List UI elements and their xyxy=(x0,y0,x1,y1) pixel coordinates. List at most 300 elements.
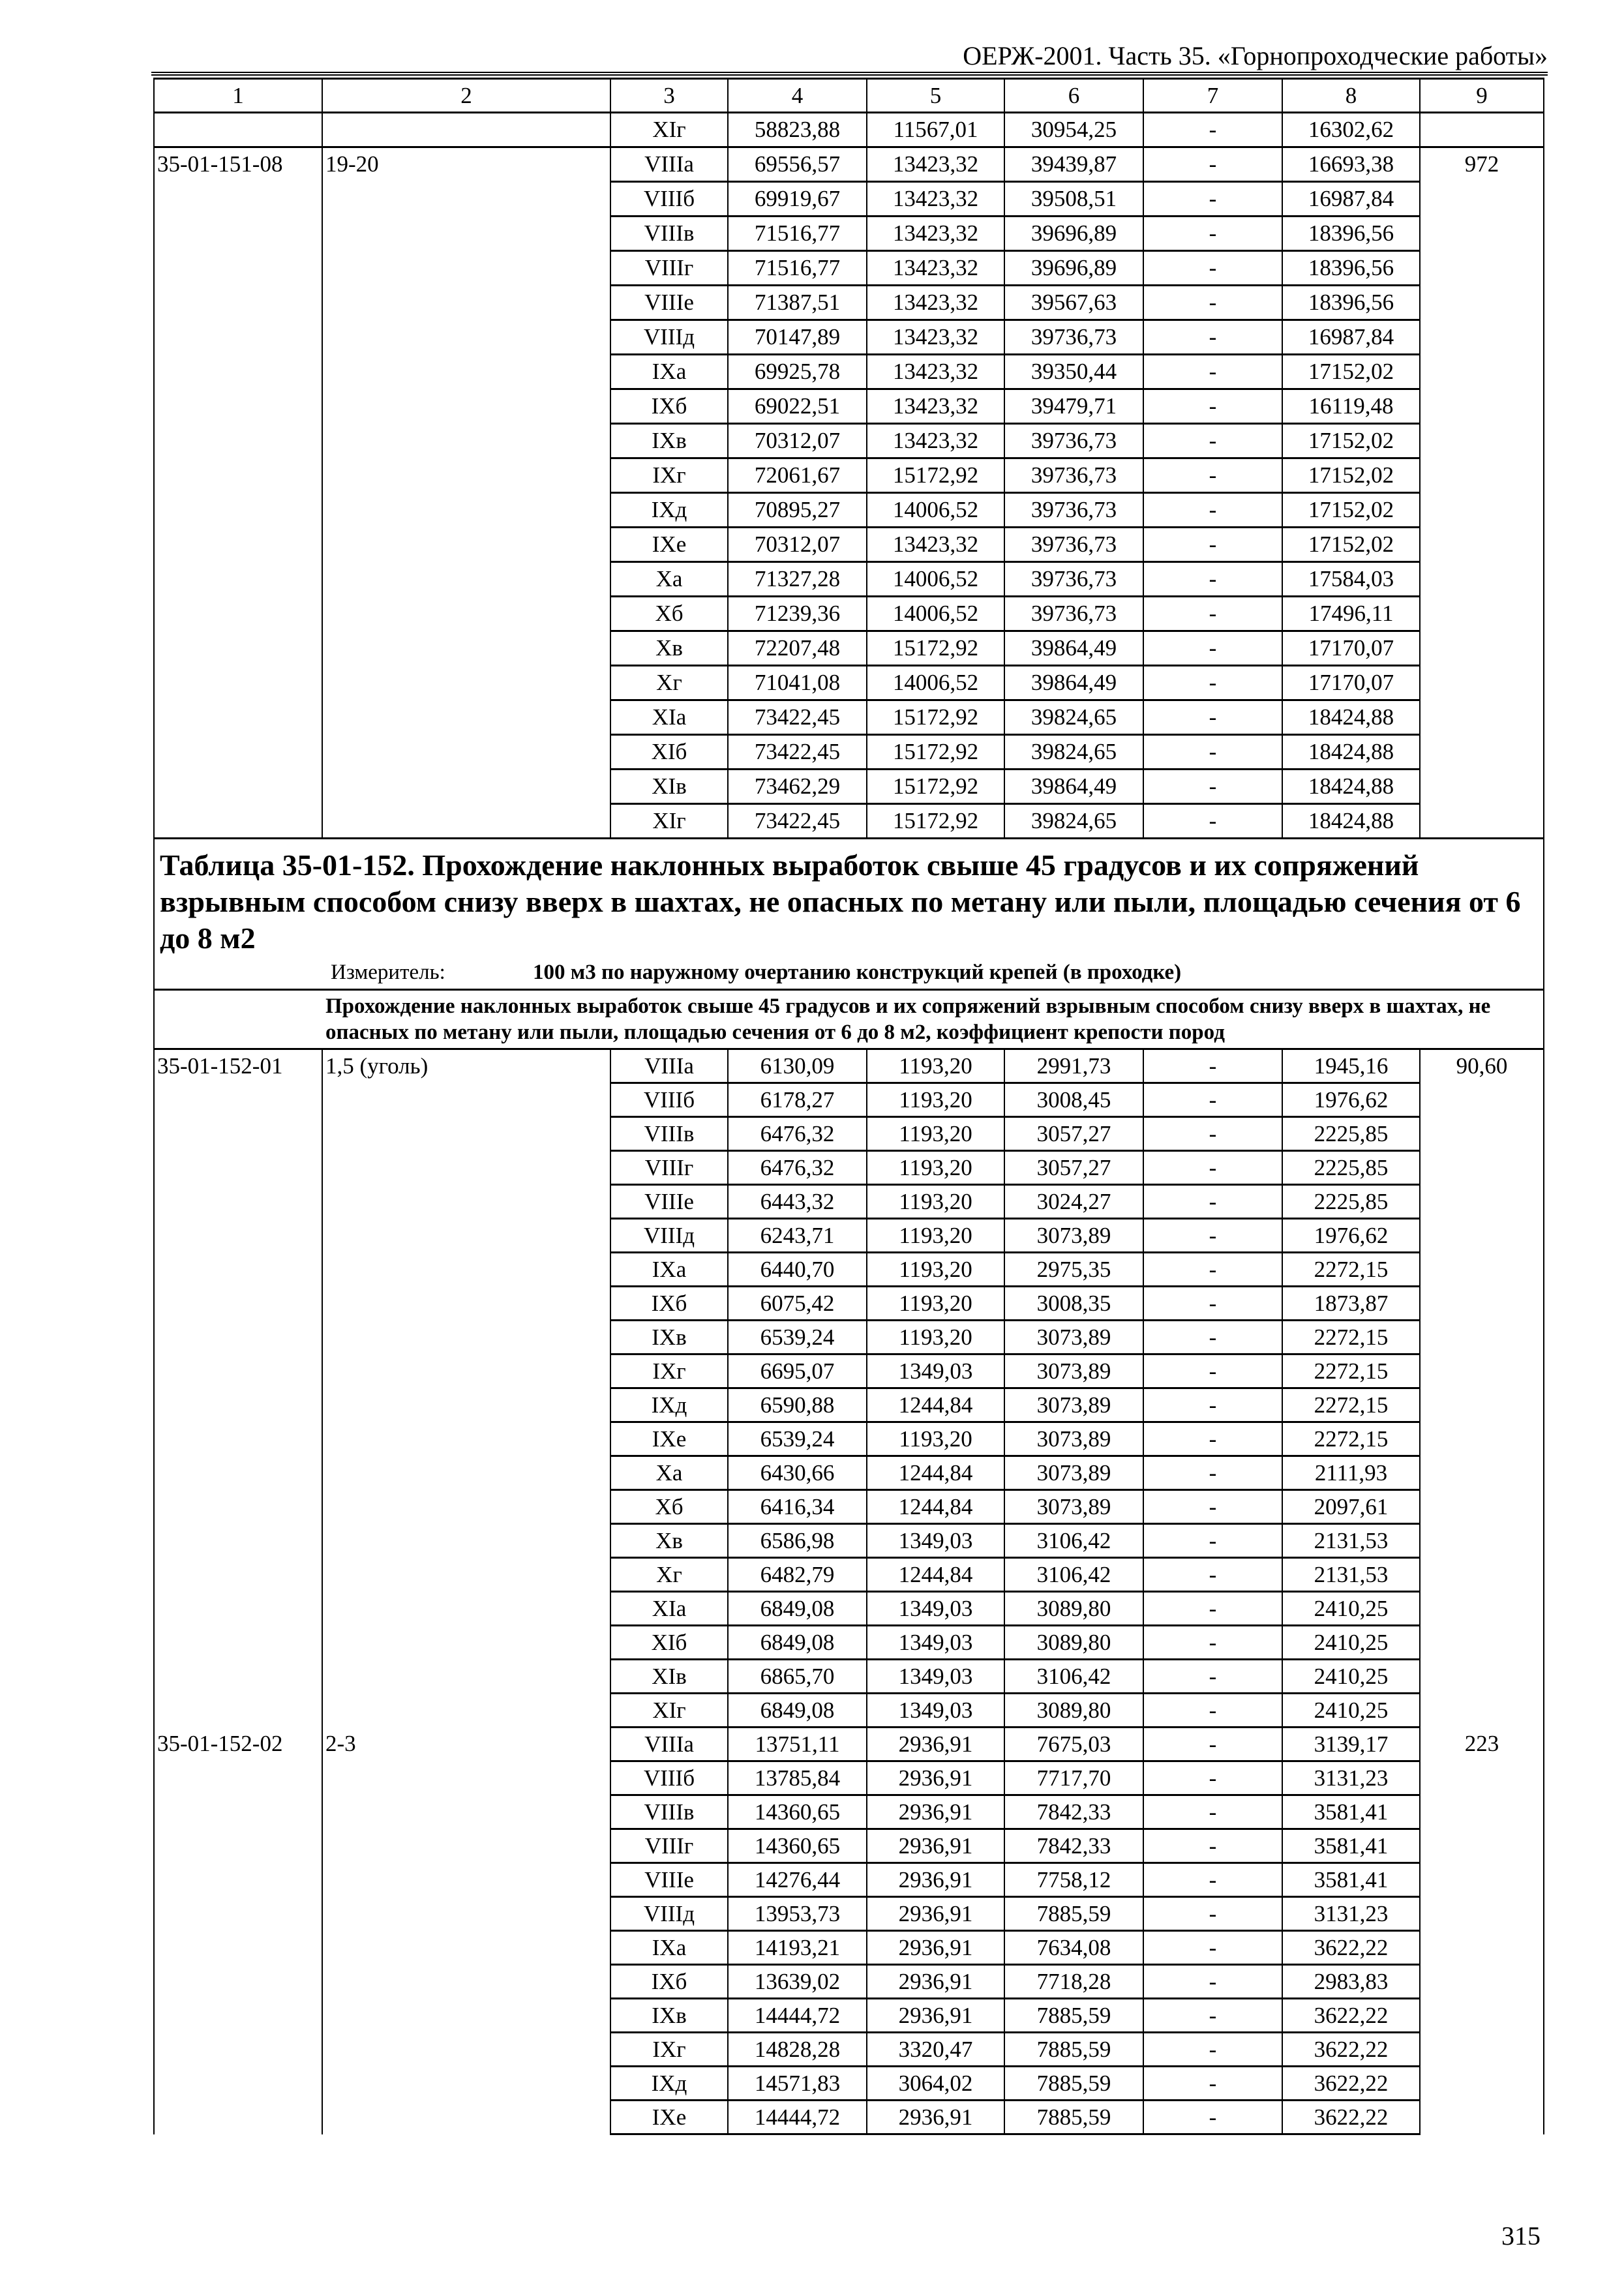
machine-cost: 39736,73 xyxy=(1004,320,1143,355)
total-cost: 13953,73 xyxy=(728,1897,867,1931)
machine-cost: 3073,89 xyxy=(1004,1354,1143,1388)
machine-cost: 3089,80 xyxy=(1004,1592,1143,1626)
operator-cost: - xyxy=(1143,2033,1282,2067)
labor-cost: 15172,92 xyxy=(867,700,1004,735)
total-cost: 6586,98 xyxy=(728,1524,867,1558)
labor-cost: 2936,91 xyxy=(867,1795,1004,1829)
labor-cost: 11567,01 xyxy=(867,113,1004,147)
total-cost: 14444,72 xyxy=(728,1999,867,2033)
total-cost: 72207,48 xyxy=(728,631,867,666)
machine-cost: 3089,80 xyxy=(1004,1626,1143,1660)
machine-cost: 3073,89 xyxy=(1004,1219,1143,1253)
material-cost: 17584,03 xyxy=(1282,562,1420,597)
rock-class: XIг xyxy=(610,804,728,839)
material-cost: 2410,25 xyxy=(1282,1592,1420,1626)
operator-cost: - xyxy=(1143,1931,1282,1965)
operator-cost: - xyxy=(1143,1795,1282,1829)
rock-class: VIIIг xyxy=(610,1151,728,1185)
labor-cost: 13423,32 xyxy=(867,528,1004,562)
machine-cost: 39864,49 xyxy=(1004,770,1143,804)
table-title-block xyxy=(154,839,1544,990)
total-cost: 6539,24 xyxy=(728,1321,867,1354)
machine-cost: 39736,73 xyxy=(1004,528,1143,562)
total-cost: 71239,36 xyxy=(728,597,867,631)
column-number: 3 xyxy=(610,79,728,113)
machine-cost: 7634,08 xyxy=(1004,1931,1143,1965)
operator-cost: - xyxy=(1143,217,1282,251)
operator-cost: - xyxy=(1143,666,1282,700)
total-cost: 69022,51 xyxy=(728,389,867,424)
rock-hardness xyxy=(322,113,610,147)
operator-cost: - xyxy=(1143,1049,1282,1083)
total-cost: 6539,24 xyxy=(728,1422,867,1456)
column-number: 4 xyxy=(728,79,867,113)
material-cost: 2272,15 xyxy=(1282,1388,1420,1422)
operator-cost: - xyxy=(1143,2067,1282,2101)
labor-cost: 14006,52 xyxy=(867,597,1004,631)
total-cost: 72061,67 xyxy=(728,458,867,493)
machine-cost: 3008,35 xyxy=(1004,1287,1143,1321)
labor-cost: 14006,52 xyxy=(867,493,1004,528)
operator-cost: - xyxy=(1143,1354,1282,1388)
material-cost: 3622,22 xyxy=(1282,1999,1420,2033)
total-cost: 6865,70 xyxy=(728,1660,867,1694)
table-row xyxy=(154,1728,1544,1761)
rock-class: XIв xyxy=(610,1660,728,1694)
total-cost: 6695,07 xyxy=(728,1354,867,1388)
material-cost: 18424,88 xyxy=(1282,735,1420,770)
labor-cost: 3320,47 xyxy=(867,2033,1004,2067)
labor-cost: 1193,20 xyxy=(867,1185,1004,1219)
operator-cost: - xyxy=(1143,1321,1282,1354)
total-cost: 70147,89 xyxy=(728,320,867,355)
machine-cost: 7758,12 xyxy=(1004,1863,1143,1897)
machine-cost: 39736,73 xyxy=(1004,562,1143,597)
material-cost: 18424,88 xyxy=(1282,804,1420,839)
table-row xyxy=(154,147,1544,182)
operator-cost: - xyxy=(1143,355,1282,389)
machine-cost: 3057,27 xyxy=(1004,1151,1143,1185)
total-cost: 6178,27 xyxy=(728,1083,867,1117)
material-cost: 16302,62 xyxy=(1282,113,1420,147)
total-cost: 6590,88 xyxy=(728,1388,867,1422)
rock-class: XIа xyxy=(610,700,728,735)
machine-cost: 2975,35 xyxy=(1004,1253,1143,1287)
labor-cost: 15172,92 xyxy=(867,458,1004,493)
operator-cost: - xyxy=(1143,1287,1282,1321)
labor-cost: 15172,92 xyxy=(867,804,1004,839)
total-cost: 71516,77 xyxy=(728,217,867,251)
operator-cost: - xyxy=(1143,424,1282,458)
rates-table xyxy=(153,78,1544,2135)
rock-class: VIIIе xyxy=(610,286,728,320)
labor-cost: 1244,84 xyxy=(867,1558,1004,1592)
column-number: 8 xyxy=(1282,79,1420,113)
labor-cost: 2936,91 xyxy=(867,1863,1004,1897)
page-number: 315 xyxy=(1501,2221,1541,2251)
machine-cost: 39696,89 xyxy=(1004,217,1143,251)
labor-cost: 15172,92 xyxy=(867,631,1004,666)
measure-label: Измеритель: xyxy=(331,961,445,984)
material-cost: 2410,25 xyxy=(1282,1626,1420,1660)
column-number: 5 xyxy=(867,79,1004,113)
table-subtitle-row xyxy=(154,990,1544,1049)
labor-cost: 1193,20 xyxy=(867,1083,1004,1117)
rock-class: IXа xyxy=(610,1253,728,1287)
machine-cost: 39824,65 xyxy=(1004,735,1143,770)
labor-cost: 1193,20 xyxy=(867,1117,1004,1151)
total-cost: 6416,34 xyxy=(728,1490,867,1524)
machine-cost: 3008,45 xyxy=(1004,1083,1143,1117)
operator-cost: - xyxy=(1143,1897,1282,1931)
rock-class: XIг xyxy=(610,1694,728,1728)
total-cost: 6130,09 xyxy=(728,1049,867,1083)
material-cost: 17496,11 xyxy=(1282,597,1420,631)
rock-class: IXг xyxy=(610,458,728,493)
material-cost: 3131,23 xyxy=(1282,1761,1420,1795)
labor-cost: 13423,32 xyxy=(867,424,1004,458)
total-cost: 6075,42 xyxy=(728,1287,867,1321)
operator-cost: - xyxy=(1143,1219,1282,1253)
total-cost: 6849,08 xyxy=(728,1592,867,1626)
operator-cost: - xyxy=(1143,631,1282,666)
labor-cost: 2936,91 xyxy=(867,2101,1004,2134)
header-divider xyxy=(151,72,1548,76)
total-cost: 70895,27 xyxy=(728,493,867,528)
material-cost: 1873,87 xyxy=(1282,1287,1420,1321)
rock-class: IXд xyxy=(610,1388,728,1422)
column-number: 2 xyxy=(322,79,610,113)
material-cost: 17152,02 xyxy=(1282,424,1420,458)
total-cost: 14360,65 xyxy=(728,1795,867,1829)
operator-cost: - xyxy=(1143,2101,1282,2134)
rock-class: Xа xyxy=(610,562,728,597)
operator-cost: - xyxy=(1143,458,1282,493)
operator-cost: - xyxy=(1143,804,1282,839)
machine-cost: 39864,49 xyxy=(1004,666,1143,700)
table-row xyxy=(154,1049,1544,1083)
rock-hardness: 1,5 (уголь) xyxy=(322,1049,610,1728)
rate-code: 35-01-152-01 xyxy=(154,1049,322,1728)
rate-code: 35-01-152-02 xyxy=(154,1728,322,2134)
material-cost: 17170,07 xyxy=(1282,631,1420,666)
table-row xyxy=(154,113,1544,147)
rock-class: IXе xyxy=(610,528,728,562)
labor-cost: 2936,91 xyxy=(867,1999,1004,2033)
rock-class: IXа xyxy=(610,355,728,389)
rock-class: XIг xyxy=(610,113,728,147)
material-cost: 1976,62 xyxy=(1282,1083,1420,1117)
total-cost: 71516,77 xyxy=(728,251,867,286)
material-cost: 3131,23 xyxy=(1282,1897,1420,1931)
total-cost: 6443,32 xyxy=(728,1185,867,1219)
material-cost: 3581,41 xyxy=(1282,1795,1420,1829)
rock-hardness: 2-3 xyxy=(322,1728,610,2134)
machine-cost: 7675,03 xyxy=(1004,1728,1143,1761)
labor-cost: 1349,03 xyxy=(867,1626,1004,1660)
labor-cost: 3064,02 xyxy=(867,2067,1004,2101)
rock-class: VIIIг xyxy=(610,1829,728,1863)
machine-cost: 7842,33 xyxy=(1004,1795,1143,1829)
material-cost: 18396,56 xyxy=(1282,251,1420,286)
rock-class: IXд xyxy=(610,493,728,528)
operator-cost: - xyxy=(1143,1117,1282,1151)
operator-cost: - xyxy=(1143,286,1282,320)
rate-code: 35-01-151-08 xyxy=(154,147,322,839)
machine-cost: 3106,42 xyxy=(1004,1660,1143,1694)
labor-cost: 13423,32 xyxy=(867,355,1004,389)
rock-class: Xг xyxy=(610,1558,728,1592)
running-head: ОЕРЖ-2001. Часть 35. «Горнопроходческие работы» xyxy=(963,41,1548,70)
operator-cost: - xyxy=(1143,1083,1282,1117)
operator-cost: - xyxy=(1143,1999,1282,2033)
machine-cost: 7885,59 xyxy=(1004,2033,1143,2067)
material-cost: 2131,53 xyxy=(1282,1524,1420,1558)
operator-cost: - xyxy=(1143,1524,1282,1558)
operator-cost: - xyxy=(1143,770,1282,804)
labor-cost: 1193,20 xyxy=(867,1219,1004,1253)
material-cost: 1976,62 xyxy=(1282,1219,1420,1253)
material-cost: 2225,85 xyxy=(1282,1185,1420,1219)
labor-norm: 972 xyxy=(1420,147,1544,839)
total-cost: 69925,78 xyxy=(728,355,867,389)
rock-class: Xа xyxy=(610,1456,728,1490)
rock-class: VIIIв xyxy=(610,1795,728,1829)
total-cost: 70312,07 xyxy=(728,424,867,458)
machine-cost: 3073,89 xyxy=(1004,1422,1143,1456)
operator-cost: - xyxy=(1143,147,1282,182)
total-cost: 73422,45 xyxy=(728,735,867,770)
rock-class: Xб xyxy=(610,1490,728,1524)
machine-cost: 3089,80 xyxy=(1004,1694,1143,1728)
labor-cost: 1349,03 xyxy=(867,1660,1004,1694)
material-cost: 17152,02 xyxy=(1282,528,1420,562)
table-title-row xyxy=(154,839,1544,990)
material-cost: 2410,25 xyxy=(1282,1660,1420,1694)
operator-cost: - xyxy=(1143,1965,1282,1999)
material-cost: 18396,56 xyxy=(1282,286,1420,320)
labor-norm xyxy=(1420,113,1544,147)
rock-class: Xв xyxy=(610,631,728,666)
material-cost: 2272,15 xyxy=(1282,1253,1420,1287)
material-cost: 2225,85 xyxy=(1282,1117,1420,1151)
material-cost: 2410,25 xyxy=(1282,1694,1420,1728)
total-cost: 14444,72 xyxy=(728,2101,867,2134)
material-cost: 17152,02 xyxy=(1282,493,1420,528)
operator-cost: - xyxy=(1143,1151,1282,1185)
labor-cost: 2936,91 xyxy=(867,1761,1004,1795)
total-cost: 14360,65 xyxy=(728,1829,867,1863)
operator-cost: - xyxy=(1143,597,1282,631)
material-cost: 3622,22 xyxy=(1282,2101,1420,2134)
labor-cost: 1193,20 xyxy=(867,1253,1004,1287)
machine-cost: 39567,63 xyxy=(1004,286,1143,320)
operator-cost: - xyxy=(1143,113,1282,147)
rock-class: IXе xyxy=(610,2101,728,2134)
machine-cost: 39736,73 xyxy=(1004,424,1143,458)
machine-cost: 3073,89 xyxy=(1004,1321,1143,1354)
machine-cost: 39736,73 xyxy=(1004,597,1143,631)
material-cost: 17152,02 xyxy=(1282,355,1420,389)
total-cost: 13639,02 xyxy=(728,1965,867,1999)
rock-class: IXг xyxy=(610,1354,728,1388)
material-cost: 16119,48 xyxy=(1282,389,1420,424)
machine-cost: 7717,70 xyxy=(1004,1761,1143,1795)
material-cost: 3581,41 xyxy=(1282,1863,1420,1897)
machine-cost: 3106,42 xyxy=(1004,1558,1143,1592)
labor-cost: 1193,20 xyxy=(867,1151,1004,1185)
total-cost: 58823,88 xyxy=(728,113,867,147)
rock-class: XIб xyxy=(610,735,728,770)
operator-cost: - xyxy=(1143,1660,1282,1694)
material-cost: 3581,41 xyxy=(1282,1829,1420,1863)
material-cost: 18424,88 xyxy=(1282,770,1420,804)
labor-cost: 2936,91 xyxy=(867,1931,1004,1965)
total-cost: 14571,83 xyxy=(728,2067,867,2101)
column-number-row xyxy=(154,79,1544,113)
machine-cost: 3073,89 xyxy=(1004,1388,1143,1422)
rock-class: Xб xyxy=(610,597,728,631)
total-cost: 73422,45 xyxy=(728,804,867,839)
material-cost: 18396,56 xyxy=(1282,217,1420,251)
rock-class: VIIIа xyxy=(610,1049,728,1083)
operator-cost: - xyxy=(1143,1456,1282,1490)
material-cost: 17152,02 xyxy=(1282,458,1420,493)
rock-class: VIIIд xyxy=(610,1897,728,1931)
machine-cost: 39736,73 xyxy=(1004,458,1143,493)
material-cost: 2272,15 xyxy=(1282,1354,1420,1388)
rock-class: VIIIб xyxy=(610,1761,728,1795)
labor-cost: 1193,20 xyxy=(867,1287,1004,1321)
total-cost: 69556,57 xyxy=(728,147,867,182)
labor-cost: 1349,03 xyxy=(867,1694,1004,1728)
labor-cost: 1244,84 xyxy=(867,1456,1004,1490)
operator-cost: - xyxy=(1143,1185,1282,1219)
machine-cost: 39479,71 xyxy=(1004,389,1143,424)
rock-class: VIIIа xyxy=(610,1728,728,1761)
rock-class: VIIIд xyxy=(610,320,728,355)
material-cost: 3622,22 xyxy=(1282,2067,1420,2101)
operator-cost: - xyxy=(1143,320,1282,355)
machine-cost: 3073,89 xyxy=(1004,1490,1143,1524)
material-cost: 3622,22 xyxy=(1282,1931,1420,1965)
total-cost: 13785,84 xyxy=(728,1761,867,1795)
rock-class: VIIIб xyxy=(610,1083,728,1117)
rock-class: IXв xyxy=(610,424,728,458)
operator-cost: - xyxy=(1143,493,1282,528)
rock-class: VIIIа xyxy=(610,147,728,182)
labor-cost: 14006,52 xyxy=(867,562,1004,597)
machine-cost: 30954,25 xyxy=(1004,113,1143,147)
total-cost: 69919,67 xyxy=(728,182,867,217)
rock-class: VIIIв xyxy=(610,217,728,251)
operator-cost: - xyxy=(1143,1728,1282,1761)
machine-cost: 39864,49 xyxy=(1004,631,1143,666)
column-number: 6 xyxy=(1004,79,1143,113)
total-cost: 6849,08 xyxy=(728,1694,867,1728)
rock-class: IXб xyxy=(610,1287,728,1321)
rock-class: VIIIд xyxy=(610,1219,728,1253)
material-cost: 2983,83 xyxy=(1282,1965,1420,1999)
operator-cost: - xyxy=(1143,182,1282,217)
operator-cost: - xyxy=(1143,1253,1282,1287)
machine-cost: 39824,65 xyxy=(1004,804,1143,839)
material-cost: 2111,93 xyxy=(1282,1456,1420,1490)
material-cost: 3139,17 xyxy=(1282,1728,1420,1761)
rock-class: VIIIб xyxy=(610,182,728,217)
operator-cost: - xyxy=(1143,1829,1282,1863)
rock-class: VIIIе xyxy=(610,1863,728,1897)
labor-norm: 90,60 xyxy=(1420,1049,1544,1728)
operator-cost: - xyxy=(1143,251,1282,286)
material-cost: 1945,16 xyxy=(1282,1049,1420,1083)
labor-cost: 1193,20 xyxy=(867,1049,1004,1083)
machine-cost: 3106,42 xyxy=(1004,1524,1143,1558)
labor-cost: 13423,32 xyxy=(867,147,1004,182)
measure-value: 100 м3 по наружному очертанию конструкций крепей (в проходке) xyxy=(533,961,1182,984)
column-number: 9 xyxy=(1420,79,1544,113)
labor-cost: 13423,32 xyxy=(867,251,1004,286)
material-cost: 16987,84 xyxy=(1282,320,1420,355)
operator-cost: - xyxy=(1143,1626,1282,1660)
material-cost: 2272,15 xyxy=(1282,1422,1420,1456)
machine-cost: 39824,65 xyxy=(1004,700,1143,735)
rock-class: Xв xyxy=(610,1524,728,1558)
total-cost: 6430,66 xyxy=(728,1456,867,1490)
labor-cost: 15172,92 xyxy=(867,735,1004,770)
operator-cost: - xyxy=(1143,1863,1282,1897)
labor-cost: 1349,03 xyxy=(867,1524,1004,1558)
machine-cost: 3024,27 xyxy=(1004,1185,1143,1219)
column-number: 1 xyxy=(154,79,322,113)
labor-cost: 13423,32 xyxy=(867,286,1004,320)
operator-cost: - xyxy=(1143,528,1282,562)
rock-hardness: 19-20 xyxy=(322,147,610,839)
labor-cost: 15172,92 xyxy=(867,770,1004,804)
operator-cost: - xyxy=(1143,735,1282,770)
machine-cost: 2991,73 xyxy=(1004,1049,1143,1083)
material-cost: 2225,85 xyxy=(1282,1151,1420,1185)
material-cost: 3622,22 xyxy=(1282,2033,1420,2067)
rock-class: VIIIе xyxy=(610,1185,728,1219)
rock-class: XIа xyxy=(610,1592,728,1626)
rock-class: XIв xyxy=(610,770,728,804)
operator-cost: - xyxy=(1143,1761,1282,1795)
total-cost: 6849,08 xyxy=(728,1626,867,1660)
operator-cost: - xyxy=(1143,1694,1282,1728)
material-cost: 2272,15 xyxy=(1282,1321,1420,1354)
rock-class: IXе xyxy=(610,1422,728,1456)
total-cost: 14193,21 xyxy=(728,1931,867,1965)
rock-class: VIIIв xyxy=(610,1117,728,1151)
total-cost: 73462,29 xyxy=(728,770,867,804)
total-cost: 73422,45 xyxy=(728,700,867,735)
labor-cost: 1349,03 xyxy=(867,1354,1004,1388)
operator-cost: - xyxy=(1143,1558,1282,1592)
table-body xyxy=(154,79,1544,2134)
rock-class: IXб xyxy=(610,1965,728,1999)
labor-cost: 2936,91 xyxy=(867,1829,1004,1863)
machine-cost: 7718,28 xyxy=(1004,1965,1143,1999)
operator-cost: - xyxy=(1143,562,1282,597)
rate-code xyxy=(154,113,322,147)
column-number: 7 xyxy=(1143,79,1282,113)
material-cost: 2097,61 xyxy=(1282,1490,1420,1524)
labor-cost: 1193,20 xyxy=(867,1422,1004,1456)
rock-class: IXв xyxy=(610,1321,728,1354)
total-cost: 71387,51 xyxy=(728,286,867,320)
material-cost: 16693,38 xyxy=(1282,147,1420,182)
